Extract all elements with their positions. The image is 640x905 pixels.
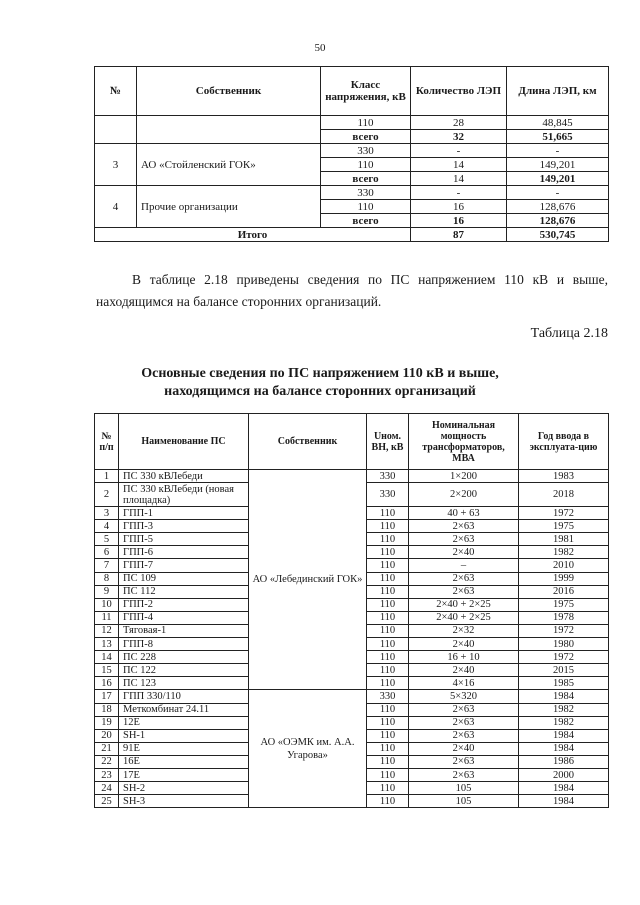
owner-cell: АО «Лебединский ГОК» xyxy=(249,470,367,690)
y-cell: 1984 xyxy=(519,729,609,742)
y-cell: 2010 xyxy=(519,559,609,572)
y-cell: 1984 xyxy=(519,690,609,703)
table2-header: Номинальная мощность трансформаторов, МВА xyxy=(409,414,519,470)
u-cell: 110 xyxy=(367,533,409,546)
table2-header: Наименование ПС xyxy=(119,414,249,470)
u-cell: 330 xyxy=(367,690,409,703)
voltage-cell: всего xyxy=(321,172,411,186)
name-cell: ПС 228 xyxy=(119,651,249,664)
u-cell: 110 xyxy=(367,638,409,651)
p-cell: 2×63 xyxy=(409,585,519,598)
y-cell: 1981 xyxy=(519,533,609,546)
y-cell: 1984 xyxy=(519,782,609,795)
y-cell: 1986 xyxy=(519,755,609,768)
p-cell: 4×16 xyxy=(409,677,519,690)
y-cell: 2018 xyxy=(519,483,609,507)
n-cell: 9 xyxy=(95,585,119,598)
owner-cell: АО «Стойленский ГОК» xyxy=(137,144,321,186)
name-cell: 12Е xyxy=(119,716,249,729)
u-cell: 110 xyxy=(367,742,409,755)
name-cell: ПС 330 кВЛебеди xyxy=(119,470,249,483)
table-label: Таблица 2.18 xyxy=(530,326,608,341)
y-cell: 1972 xyxy=(519,507,609,520)
n-cell: 18 xyxy=(95,703,119,716)
u-cell: 110 xyxy=(367,598,409,611)
table2-header: Год ввода в эксплуата-цию xyxy=(519,414,609,470)
table2-header: Собственник xyxy=(249,414,367,470)
p-cell: 40 + 63 xyxy=(409,507,519,520)
count-cell: - xyxy=(411,144,507,158)
p-cell: 2×32 xyxy=(409,624,519,637)
name-cell: Тяговая-1 xyxy=(119,624,249,637)
count-cell: - xyxy=(411,186,507,200)
table1-header: Класс напряжения, кВ xyxy=(321,67,411,116)
table-row xyxy=(95,116,609,130)
length-cell: 149,201 xyxy=(507,158,609,172)
n-cell: 13 xyxy=(95,638,119,651)
length-cell: - xyxy=(507,144,609,158)
name-cell: ГПП-2 xyxy=(119,598,249,611)
n-cell: 11 xyxy=(95,611,119,624)
n-cell: 2 xyxy=(95,483,119,507)
p-cell: 2×40 xyxy=(409,638,519,651)
p-cell: 2×40 xyxy=(409,742,519,755)
owner-cell: АО «ОЭМК им. А.А. Угарова» xyxy=(249,690,367,808)
n-cell: 4 xyxy=(95,520,119,533)
u-cell: 110 xyxy=(367,703,409,716)
table2-header-row xyxy=(95,414,609,470)
voltage-cell: 330 xyxy=(321,186,411,200)
p-cell: 2×63 xyxy=(409,572,519,585)
y-cell: 1999 xyxy=(519,572,609,585)
n-cell: 15 xyxy=(95,664,119,677)
table-row xyxy=(95,690,609,703)
u-cell: 110 xyxy=(367,768,409,781)
p-cell: 2×63 xyxy=(409,729,519,742)
name-cell: 91Е xyxy=(119,742,249,755)
u-cell: 110 xyxy=(367,795,409,808)
total-row xyxy=(95,228,609,242)
p-cell: 105 xyxy=(409,782,519,795)
n-cell: 19 xyxy=(95,716,119,729)
u-cell: 110 xyxy=(367,664,409,677)
count-cell: 14 xyxy=(411,172,507,186)
p-cell: 2×63 xyxy=(409,755,519,768)
table-row xyxy=(95,470,609,483)
table-row xyxy=(95,186,609,200)
p-cell: 2×63 xyxy=(409,768,519,781)
count-cell: 16 xyxy=(411,200,507,214)
name-cell: ПС 112 xyxy=(119,585,249,598)
n-cell: 7 xyxy=(95,559,119,572)
u-cell: 110 xyxy=(367,782,409,795)
owner-cell: Прочие организации xyxy=(137,186,321,228)
u-cell: 110 xyxy=(367,520,409,533)
name-cell: ГПП 330/110 xyxy=(119,690,249,703)
voltage-cell: 110 xyxy=(321,200,411,214)
count-cell: 16 xyxy=(411,214,507,228)
count-cell: 32 xyxy=(411,130,507,144)
p-cell: 2×40 + 2×25 xyxy=(409,598,519,611)
total-label: Итого xyxy=(95,228,411,242)
n-cell: 5 xyxy=(95,533,119,546)
y-cell: 1985 xyxy=(519,677,609,690)
n-cell: 6 xyxy=(95,546,119,559)
table2-header: Uном. ВН, кВ xyxy=(367,414,409,470)
p-cell: 2×40 xyxy=(409,664,519,677)
p-cell: 2×63 xyxy=(409,533,519,546)
name-cell: ГПП-6 xyxy=(119,546,249,559)
table-title-line: находящимся на балансе сторонних организаций xyxy=(164,384,476,399)
table1-header: Количество ЛЭП xyxy=(411,67,507,116)
n-cell: 17 xyxy=(95,690,119,703)
u-cell: 110 xyxy=(367,572,409,585)
length-cell: 128,676 xyxy=(507,214,609,228)
count-cell: 14 xyxy=(411,158,507,172)
page-number: 50 xyxy=(314,42,326,54)
y-cell: 2000 xyxy=(519,768,609,781)
n-cell: 24 xyxy=(95,782,119,795)
p-cell: 2×63 xyxy=(409,520,519,533)
n-cell: 1 xyxy=(95,470,119,483)
u-cell: 110 xyxy=(367,755,409,768)
y-cell: 2016 xyxy=(519,585,609,598)
name-cell: Меткомбинат 24.11 xyxy=(119,703,249,716)
n-cell: 23 xyxy=(95,768,119,781)
length-cell: 48,845 xyxy=(507,116,609,130)
name-cell: ГПП-5 xyxy=(119,533,249,546)
y-cell: 1972 xyxy=(519,624,609,637)
u-cell: 330 xyxy=(367,483,409,507)
name-cell: 17Е xyxy=(119,768,249,781)
length-cell: 149,201 xyxy=(507,172,609,186)
n-cell: 25 xyxy=(95,795,119,808)
u-cell: 110 xyxy=(367,611,409,624)
name-cell: SH-2 xyxy=(119,782,249,795)
p-cell: 2×40 + 2×25 xyxy=(409,611,519,624)
table-row xyxy=(95,144,609,158)
u-cell: 110 xyxy=(367,507,409,520)
count-cell: 28 xyxy=(411,116,507,130)
p-cell: 16 + 10 xyxy=(409,651,519,664)
u-cell: 110 xyxy=(367,677,409,690)
n-cell: 20 xyxy=(95,729,119,742)
u-cell: 110 xyxy=(367,716,409,729)
y-cell: 1972 xyxy=(519,651,609,664)
name-cell: ГПП-7 xyxy=(119,559,249,572)
n-cell: 10 xyxy=(95,598,119,611)
total-count: 87 xyxy=(411,228,507,242)
name-cell: ГПП-1 xyxy=(119,507,249,520)
voltage-cell: всего xyxy=(321,130,411,144)
name-cell: ГПП-4 xyxy=(119,611,249,624)
name-cell: ПС 122 xyxy=(119,664,249,677)
y-cell: 1983 xyxy=(519,470,609,483)
voltage-cell: всего xyxy=(321,214,411,228)
table1-header: № xyxy=(95,67,137,116)
length-cell: - xyxy=(507,186,609,200)
y-cell: 1980 xyxy=(519,638,609,651)
y-cell: 1978 xyxy=(519,611,609,624)
n-cell: 21 xyxy=(95,742,119,755)
body-paragraph: В таблице 2.18 приведены сведения по ПС напряжением 110 кВ и выше, находящимся на балансе сторонних организаций. xyxy=(96,272,608,309)
p-cell: – xyxy=(409,559,519,572)
u-cell: 110 xyxy=(367,585,409,598)
table-title-line: Основные сведения по ПС напряжением 110 кВ и выше, xyxy=(141,366,499,381)
length-cell: 128,676 xyxy=(507,200,609,214)
u-cell: 330 xyxy=(367,470,409,483)
p-cell: 5×320 xyxy=(409,690,519,703)
n-cell: 8 xyxy=(95,572,119,585)
table-title xyxy=(0,365,640,401)
y-cell: 1975 xyxy=(519,520,609,533)
row-number: 3 xyxy=(95,144,137,186)
name-cell: ПС 109 xyxy=(119,572,249,585)
name-cell: ГПП-3 xyxy=(119,520,249,533)
n-cell: 3 xyxy=(95,507,119,520)
n-cell: 12 xyxy=(95,624,119,637)
y-cell: 1982 xyxy=(519,546,609,559)
substations-table xyxy=(94,413,609,808)
y-cell: 1982 xyxy=(519,703,609,716)
n-cell: 16 xyxy=(95,677,119,690)
u-cell: 110 xyxy=(367,546,409,559)
table2-header: № п/п xyxy=(95,414,119,470)
y-cell: 2015 xyxy=(519,664,609,677)
name-cell: ПС 123 xyxy=(119,677,249,690)
table1-header: Длина ЛЭП, км xyxy=(507,67,609,116)
row-number: 4 xyxy=(95,186,137,228)
y-cell: 1975 xyxy=(519,598,609,611)
p-cell: 2×63 xyxy=(409,703,519,716)
total-length: 530,745 xyxy=(507,228,609,242)
p-cell: 2×200 xyxy=(409,483,519,507)
u-cell: 110 xyxy=(367,559,409,572)
name-cell: SH-1 xyxy=(119,729,249,742)
u-cell: 110 xyxy=(367,624,409,637)
name-cell: 16Е xyxy=(119,755,249,768)
p-cell: 2×63 xyxy=(409,716,519,729)
table1-header: Собственник xyxy=(137,67,321,116)
power-lines-table xyxy=(94,66,609,242)
name-cell: ГПП-8 xyxy=(119,638,249,651)
p-cell: 2×40 xyxy=(409,546,519,559)
u-cell: 110 xyxy=(367,651,409,664)
voltage-cell: 110 xyxy=(321,116,411,130)
p-cell: 1×200 xyxy=(409,470,519,483)
name-cell: ПС 330 кВЛебеди (новая площадка) xyxy=(119,483,249,507)
name-cell: SH-3 xyxy=(119,795,249,808)
y-cell: 1984 xyxy=(519,742,609,755)
voltage-cell: 110 xyxy=(321,158,411,172)
p-cell: 105 xyxy=(409,795,519,808)
u-cell: 110 xyxy=(367,729,409,742)
y-cell: 1984 xyxy=(519,795,609,808)
n-cell: 22 xyxy=(95,755,119,768)
y-cell: 1982 xyxy=(519,716,609,729)
voltage-cell: 330 xyxy=(321,144,411,158)
length-cell: 51,665 xyxy=(507,130,609,144)
n-cell: 14 xyxy=(95,651,119,664)
table1-header-row xyxy=(95,67,609,116)
